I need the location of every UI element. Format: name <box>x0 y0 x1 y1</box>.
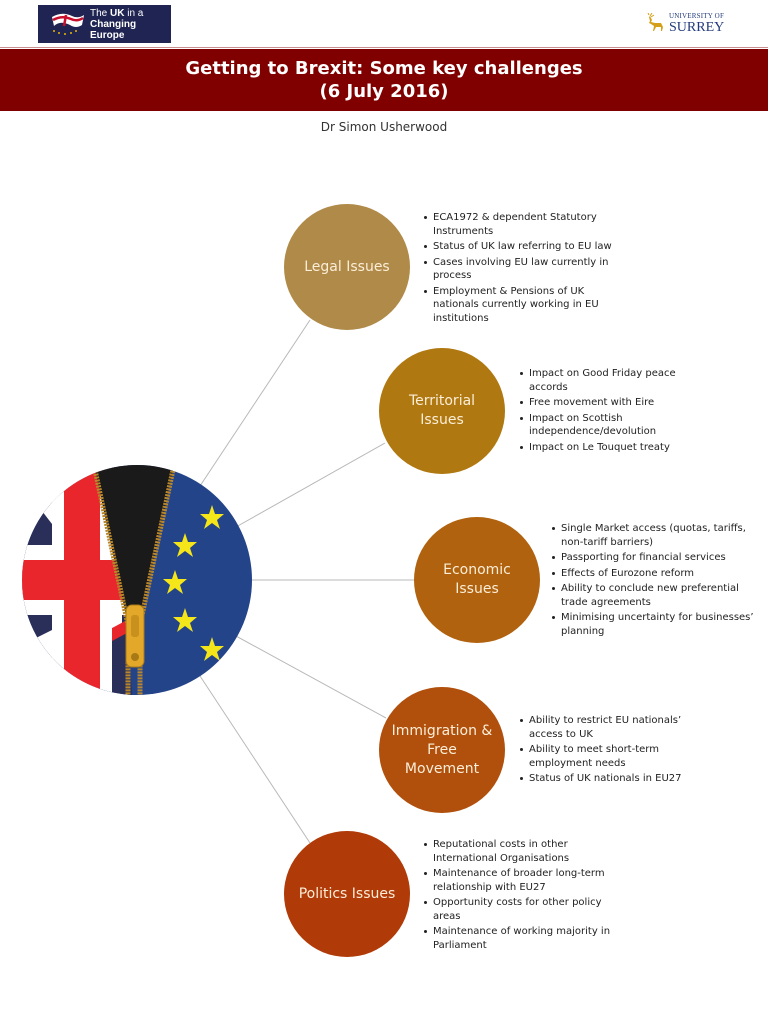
legal-issues-node <box>284 204 410 330</box>
logo-text: SURREY <box>669 20 725 35</box>
author: Dr Simon Usherwood <box>320 120 448 134</box>
logo-text: UNIVERSITY OF <box>669 12 725 20</box>
list-item: Employment & Pensions of UK nationals currently working in EU institutions <box>423 285 623 326</box>
list-item: Free movement with Eire <box>519 396 699 410</box>
list-item: Minimising uncertainty for businesses’ planning <box>551 611 756 638</box>
list-item: Impact on Scottish independence/devolution <box>519 412 699 439</box>
logo-text: in a <box>124 7 144 19</box>
immigration-issues-node <box>379 687 505 813</box>
node-label: Territorial Issues <box>408 393 476 428</box>
list-item: Status of UK nationals in EU27 <box>519 772 699 786</box>
list-item: Maintenance of broader long-term relationship with EU27 <box>423 867 623 894</box>
territorial-issues-node <box>379 348 505 474</box>
list-item: Ability to meet short-term employment needs <box>519 743 699 770</box>
politics-issues-node <box>284 831 410 957</box>
list-item: Ability to restrict EU nationals’ access to UK <box>519 714 699 741</box>
list-item: Single Market access (quotas, tariffs, non-tariff barriers) <box>551 522 756 549</box>
node-label: Immigration & Free Movement <box>391 722 493 777</box>
page-title: Getting to Brexit: Some key challenges <box>185 58 583 79</box>
politics-issues-list <box>423 838 623 954</box>
list-item: Passporting for financial services <box>551 551 756 565</box>
list-item: Reputational costs in other International Organisations <box>423 838 623 865</box>
logo-text-line2: Changing Europe <box>90 18 137 41</box>
uk-eu-zipper-flag-icon <box>22 465 252 695</box>
list-item: Opportunity costs for other policy areas <box>423 896 623 923</box>
list-item: Status of UK law referring to EU law <box>423 240 623 254</box>
list-item: Impact on Le Touquet treaty <box>519 441 699 455</box>
list-item: Cases involving EU law currently in process <box>423 256 623 283</box>
logo-text: The <box>90 7 111 19</box>
list-item: Maintenance of working majority in Parliament <box>423 925 623 952</box>
legal-issues-list <box>423 211 623 327</box>
economic-issues-list <box>551 522 756 640</box>
immigration-issues-list <box>519 714 699 788</box>
logo-text-bold: UK <box>110 7 125 19</box>
territorial-issues-list <box>519 367 699 456</box>
node-label: Politics Issues <box>298 885 396 902</box>
node-label: Economic Issues <box>443 562 511 597</box>
list-item: Effects of Eurozone reform <box>551 567 756 581</box>
list-item: Impact on Good Friday peace accords <box>519 367 699 394</box>
page-subtitle-date: (6 July 2016) <box>319 81 449 102</box>
economic-issues-node <box>414 517 540 643</box>
list-item: ECA1972 & dependent Statutory Instruments <box>423 211 623 238</box>
node-label: Legal Issues <box>304 258 390 275</box>
list-item: Ability to conclude new preferential trade agreements <box>551 582 756 609</box>
